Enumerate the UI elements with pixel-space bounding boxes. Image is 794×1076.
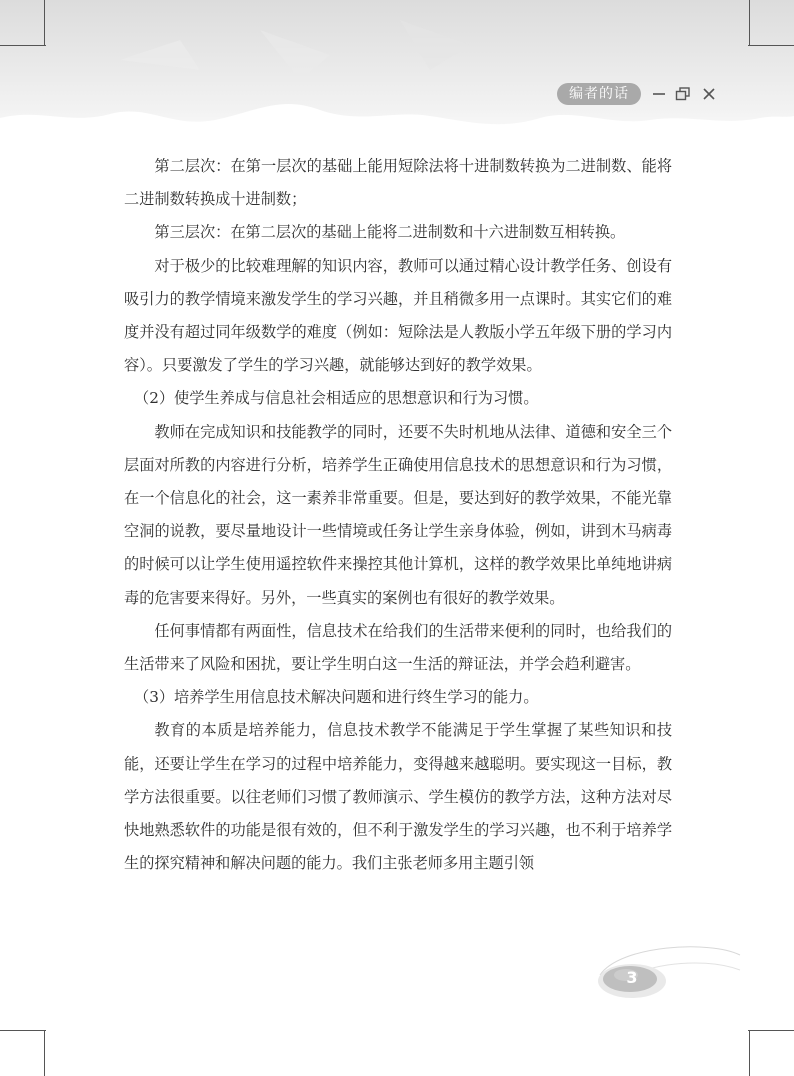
cloud-decoration [0, 0, 794, 150]
body-text [124, 150, 672, 880]
close-icon [698, 84, 720, 104]
crop-mark [749, 1030, 750, 1076]
paragraph: 教师在完成知识和技能教学的同时，还要不失时机地从法律、道德和安全三个层面对所教的内容进行分析，培养学生正确使用信息技术的思想意识和行为习惯，在一个信息化的社会，这一素养非常重要。但是，要达到好的教学效果，不能光靠空洞的说教，要尽量地设计一些情境或任务让学生亲身体验，例如，讲到木马病毒的时候可以让学生使用遥控软件来操控其他计算机，这样的教学效果比单纯地讲病毒的危害要来得好。另外，一些真实的案例也有很好的教学效果。 [124, 422, 672, 607]
paragraph: 对于极少的比较难理解的知识内容，教师可以通过精心设计教学任务、创设有吸引力的教学情境来激发学生的学习兴趣，并且稍微多用一点课时。其实它们的难度并没有超过同年级数学的难度（例如：短除法是人教版小学五年级下册的学习内容）。只要激发了学生的学习兴趣，就能够达到好的教学效果。 [124, 256, 672, 375]
paragraph: 第二层次：在第一层次的基础上能用短除法将十进制数转换为二进制数、能将二进制数转换成十进制数； [124, 157, 672, 209]
crop-mark [748, 1030, 794, 1031]
subheading: （3）培养学生用信息技术解决问题和进行终生学习的能力。 [134, 688, 539, 707]
paragraph: 任何事情都有两面性，信息技术在给我们的生活带来便利的同时，也给我们的生活带来了风险和困扰，要让学生明白这一生活的辩证法，并学会趋利避害。 [124, 621, 672, 674]
crop-mark [44, 1030, 45, 1076]
crop-mark [44, 0, 45, 46]
section-title-tab: 编者的话 [557, 83, 641, 105]
mouse-decoration [590, 935, 750, 1015]
paragraph: 第三层次：在第二层次的基础上能将二进制数和十六进制数互相转换。 [154, 223, 626, 242]
paragraph: 教育的本质是培养能力，信息技术教学不能满足于学生掌握了某些知识和技能，还要让学生在学习的过程中培养能力，变得越来越聪明。要实现这一目标，教学方法很重要。以往老师们习惯了教师演示、学生模仿的教学方法，这种方法对尽快地熟悉软件的功能是很有效的，但不利于激发学生的学习兴趣，也不利于培养学生的探究精神和解决问题的能力。我们主张老师多用主题引领 [124, 721, 672, 873]
crop-mark [749, 0, 750, 46]
subheading: （2）使学生养成与信息社会相适应的思想意识和行为习惯。 [134, 389, 539, 408]
header-banner [0, 0, 794, 150]
minimize-icon [648, 84, 670, 104]
crop-mark [0, 45, 46, 46]
restore-icon [672, 84, 694, 104]
page-number: 3 [626, 968, 638, 987]
crop-mark [0, 1030, 46, 1031]
crop-mark [748, 45, 794, 46]
